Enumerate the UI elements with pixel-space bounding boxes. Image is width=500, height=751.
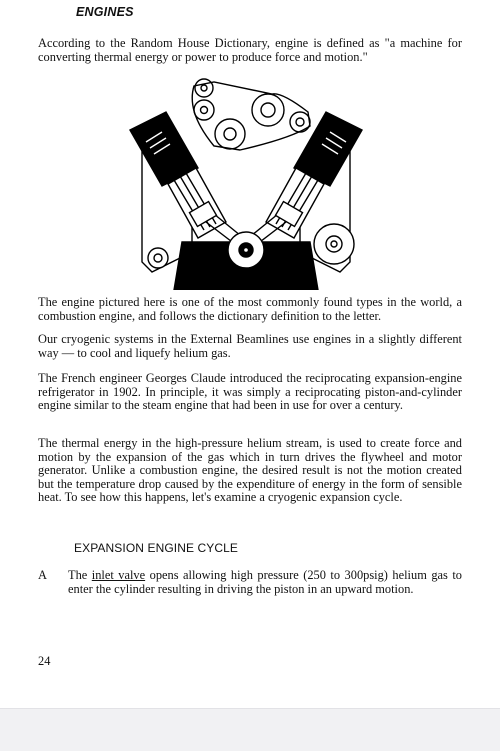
step-letter: A xyxy=(38,568,47,582)
paragraph-4: The thermal energy in the high-pressure helium stream, is used to create force and motion by the expansion of the gas which in turn drives the flywheel and motor generator. Unlike a combustion engine, the desired result is not the motion created but the temperature drop caused by the expenditure of energy in the form of sensible heat. To see how this happens, let's examine a cryogenic expansion cycle. xyxy=(38,436,462,505)
page-number: 24 xyxy=(38,654,51,668)
inlet-valve-term: inlet valve xyxy=(91,568,146,582)
viewer-bottom-bar xyxy=(0,708,500,751)
page-heading: ENGINES xyxy=(76,5,134,19)
section-title: EXPANSION ENGINE CYCLE xyxy=(74,541,239,555)
paragraph-1: The engine pictured here is one of the most commonly found types in the world, a combustion engine, and follows the dictionary definition to the letter. xyxy=(38,295,462,323)
paragraph-2: Our cryogenic systems in the External Beamlines use engines in a slightly different way — to cool and liquefy helium gas. xyxy=(38,332,462,360)
paragraph-3: The French engineer Georges Claude introduced the reciprocating expansion-engine refrigerator in 1902. In principle, it was simply a reciprocating piston-and-cylinder engine similar to the steam engine that had been in use for over a century. xyxy=(38,371,462,413)
step-text: The inlet valve opens allowing high pressure (250 to 300psig) helium gas to enter the cylinder resulting in driving the piston in an upward motion. xyxy=(68,568,462,596)
intro-paragraph: According to the Random House Dictionary, engine is defined as "a machine for converting thermal energy or power to produce force and motion." xyxy=(38,36,462,64)
engine-illustration xyxy=(122,72,370,290)
